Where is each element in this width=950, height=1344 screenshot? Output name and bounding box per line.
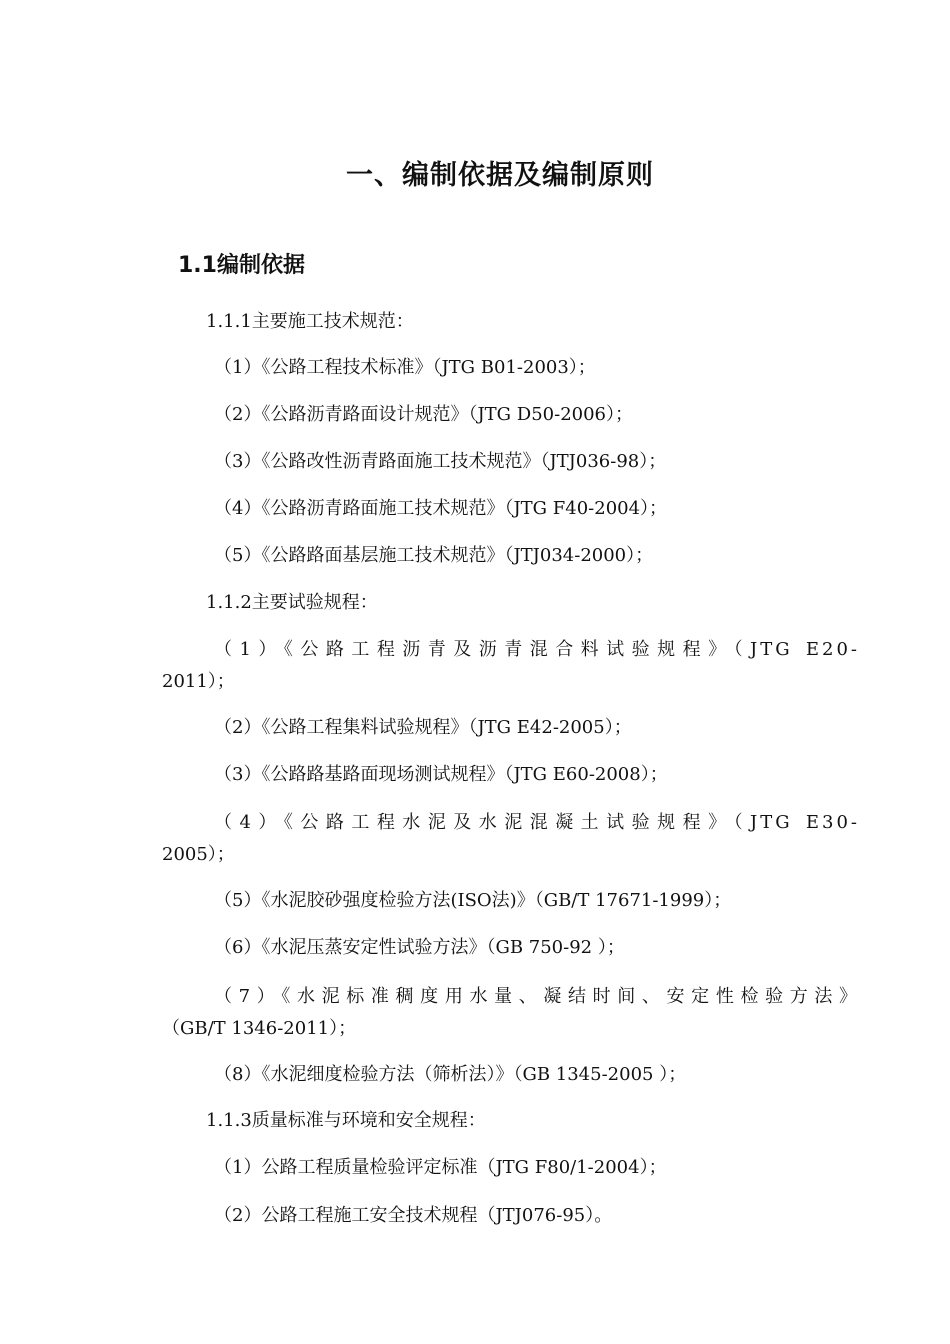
list-item-line: （1）《公路工程沥青及沥青混合料试验规程》（JTG E20-	[214, 639, 860, 660]
list-item-line: 2011）；	[162, 671, 235, 692]
list-item: （1）《公路工程技术标准》（JTG B01-2003）；	[214, 357, 596, 378]
list-item: （4）《公路沥青路面施工技术规范》（JTG F40-2004）；	[214, 498, 668, 519]
list-item-line: （GB/T 1346-2011）；	[162, 1018, 357, 1039]
list-item: （5）《公路路面基层施工技术规范》（JTJ034-2000）；	[214, 545, 654, 566]
list-item	[162, 634, 860, 698]
list-item	[162, 981, 860, 1045]
list-item: （3）《公路改性沥青路面施工技术规范》（JTJ036-98）；	[214, 451, 667, 472]
subsection-heading-1-1-1: 1.1.1主要施工技术规范：	[206, 311, 414, 332]
page-title: 一、编制依据及编制原则	[346, 160, 654, 191]
list-item-line: （4）《公路工程水泥及水泥混凝土试验规程》（JTG E30-	[214, 812, 860, 833]
list-item: （2）公路工程施工安全技术规程（JTJ076-95）。	[214, 1205, 613, 1226]
list-item: （6）《水泥压蒸安定性试验方法》（GB 750-92 ）；	[214, 937, 625, 958]
section-heading: 1.1编制依据	[178, 253, 305, 278]
subsection-heading-1-1-2: 1.1.2主要试验规程：	[206, 592, 378, 613]
subsection-heading-1-1-3: 1.1.3质量标准与环境和安全规程：	[206, 1110, 486, 1131]
list-item-line: 2005）；	[162, 844, 235, 865]
list-item: （2）《公路沥青路面设计规范》（JTG D50-2006）；	[214, 404, 633, 425]
list-item: （3）《公路路基路面现场测试规程》（JTG E60-2008）；	[214, 764, 668, 785]
list-item-line: （7）《水泥标准稠度用水量、凝结时间、安定性检验方法》	[214, 986, 860, 1007]
list-item: （2）《公路工程集料试验规程》（JTG E42-2005）；	[214, 717, 632, 738]
list-item: （5）《水泥胶砂强度检验方法(ISO法)》（GB/T 17671-1999）；	[214, 890, 732, 911]
list-item: （1）公路工程质量检验评定标准（JTG F80/1-2004）；	[214, 1157, 667, 1178]
list-item	[162, 807, 860, 871]
list-item: （8）《水泥细度检验方法（筛析法）》（GB 1345-2005 ）；	[214, 1064, 687, 1085]
